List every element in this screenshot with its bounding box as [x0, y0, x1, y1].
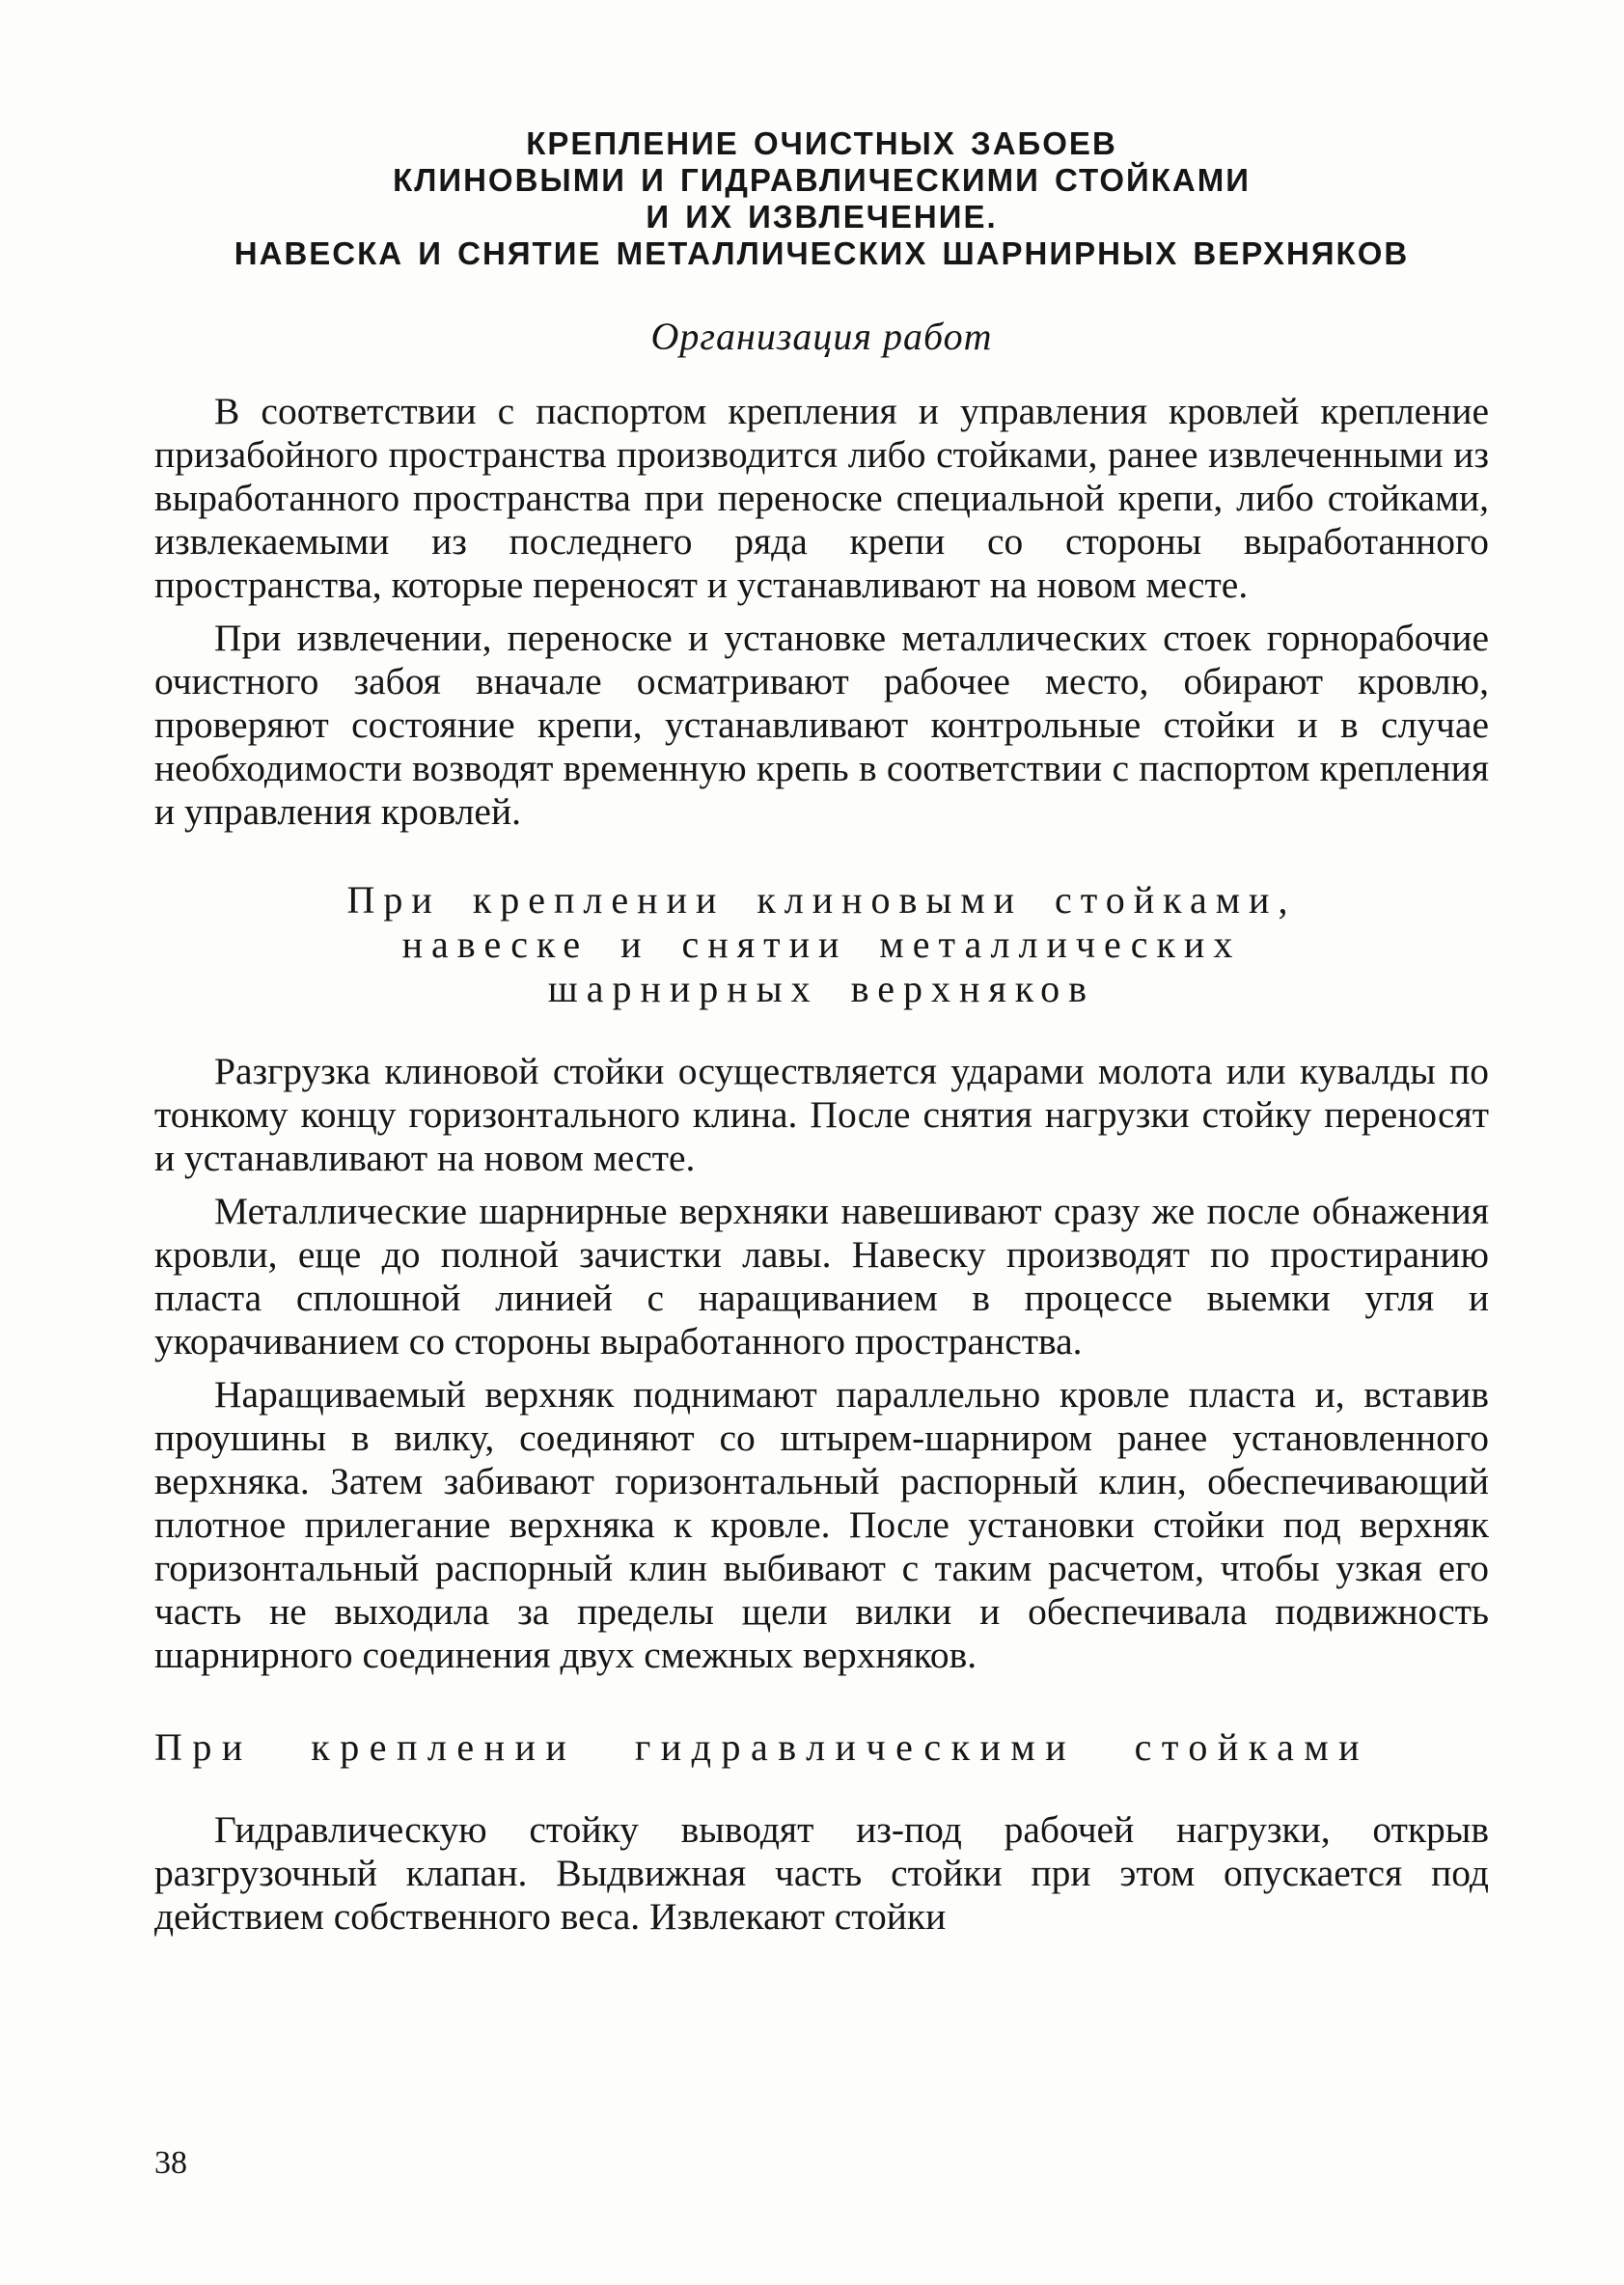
section-heading-line-2: навеске и снятии металлических [401, 922, 1242, 966]
section-heading-work-organization: Организация работ [650, 315, 993, 358]
page-number: 38 [154, 2145, 187, 2181]
section-heading-hydraulic-props: При креплении гидравлическими стойками [154, 1725, 1370, 1769]
paragraph: Металлические шарнирные верхняки навешивают сразу же после обнажения кровли, еще до полной зачистки лавы. Навеску производят по простиранию пласта сплошной линией с наращиванием в процессе выемки угля и укорачиванием со стороны выработанного пространства. [154, 1190, 1489, 1363]
chapter-title-line-4: НАВЕСКА И СНЯТИЕ МЕТАЛЛИЧЕСКИХ ШАРНИРНЫХ ВЕРХНЯКОВ [234, 235, 1410, 271]
section-heading-line-3: шарнирных верхняков [547, 967, 1096, 1010]
chapter-title-line-3: И ИХ ИЗВЛЕЧЕНИЕ. [646, 199, 998, 234]
chapter-title-line-1: КРЕПЛЕНИЕ ОЧИСТНЫХ ЗАБОЕВ [526, 125, 1117, 161]
paragraph: При извлечении, переноске и установке металлических стоек горнорабочие очистного забоя вначале осматривают рабочее место, обирают кровлю, проверяют состояние крепи, устанавливают контрольные стойки и в случае необходимости возводят временную крепь в соответствии с паспортом крепления и управления кровлей. [154, 617, 1489, 833]
paragraph: Разгрузка клиновой стойки осуществляется ударами молота или кувалды по тонкому концу горизонтального клина. После снятия нагрузки стойку переносят и устанавливают на новом месте. [154, 1050, 1489, 1179]
chapter-title [154, 125, 1489, 272]
section-heading-wedge-props [154, 878, 1489, 1011]
chapter-title-line-2: КЛИНОВЫМИ И ГИДРАВЛИЧЕСКИМИ СТОЙКАМИ [393, 162, 1251, 198]
page-content [154, 125, 1489, 1948]
section-heading-line-1: При креплении клиновыми стойками, [346, 878, 1297, 922]
paragraph: В соответствии с паспортом крепления и управления кровлей крепление призабойного пространства производится либо стойками, ранее извлеченными из выработанного пространства при переноске специальной крепи, либо стойками, извлекаемыми из последнего ряда крепи со стороны выработанного пространства, которые переносят и устанавливают на новом месте. [154, 390, 1489, 606]
paragraph: Наращиваемый верхняк поднимают параллельно кровле пласта и, вставив проушины в вилку, соединяют со штырем-шарниром ранее установленного верхняка. Затем забивают горизонтальный распорный клин, обеспечивающий плотное прилегание верхняка к кровле. После установки стойки под верхняк горизонтальный распорный клин выбивают с таким расчетом, чтобы узкая его часть не выходила за пределы щели вилки и обеспечивала подвижность шарнирного соединения двух смежных верхняков. [154, 1373, 1489, 1676]
paragraph: Гидравлическую стойку выводят из-под рабочей нагрузки, открыв разгрузочный клапан. Выдвижная часть стойки при этом опускается под действием собственного веса. Извлекают стойки [154, 1808, 1489, 1938]
